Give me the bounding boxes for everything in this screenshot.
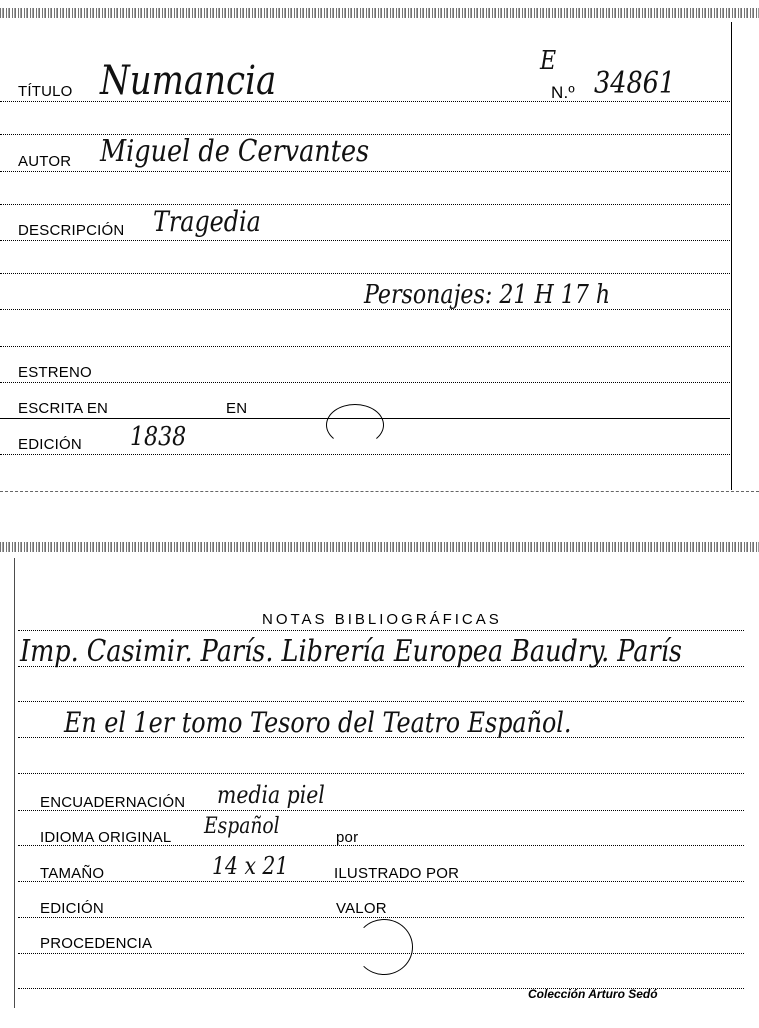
rule-line (0, 273, 730, 274)
stamp-circle-mark (355, 919, 413, 975)
rule-line (0, 204, 730, 205)
idioma-value: Español (204, 814, 280, 839)
rule-line (18, 773, 744, 774)
autor-label: AUTOR (18, 153, 72, 170)
note-line-2: En el 1er tomo Tesoro del Teatro Español. (64, 706, 572, 739)
descripcion-label: DESCRIPCIÓN (18, 222, 125, 239)
tamano-label: TAMAÑO (40, 865, 105, 882)
rule-line (0, 171, 730, 172)
edicion-label: EDICIÓN (40, 900, 104, 917)
descripcion-value: Tragedia (153, 205, 261, 238)
card-top-edge (0, 8, 759, 18)
collection-credit: Colección Arturo Sedó (528, 987, 658, 1001)
rule-line (18, 917, 744, 918)
estreno-label: ESTRENO (18, 364, 92, 381)
edicion-label: EDICIÓN (18, 436, 82, 453)
catalog-card-front (0, 0, 759, 495)
procedencia-label: PROCEDENCIA (40, 935, 153, 952)
personajes-note: Personajes: 21 H 17 h (364, 280, 611, 310)
rule-line (18, 630, 744, 631)
encuadernacion-label: ENCUADERNACIÓN (40, 794, 186, 811)
note-line-1: Imp. Casimir. París. Librería Europea Baudry. París (20, 634, 682, 669)
encuadernacion-value: media piel (217, 781, 325, 809)
stamp-circle-mark (326, 404, 384, 446)
por-label: por (336, 829, 359, 846)
rule-line (0, 240, 730, 241)
rule-line (18, 701, 744, 702)
escrita-label: ESCRITA EN (18, 400, 109, 417)
card-bottom-edge (0, 491, 759, 492)
rule-line (0, 454, 730, 455)
numero-mark: E (540, 46, 557, 76)
idioma-label: IDIOMA ORIGINAL (40, 829, 172, 846)
card-top-edge (0, 542, 759, 552)
notas-title: NOTAS BIBLIOGRÁFICAS (262, 611, 502, 628)
en-label: EN (226, 400, 248, 417)
autor-value: Miguel de Cervantes (100, 134, 370, 169)
tamano-value: 14 x 21 (212, 852, 289, 880)
numero-value: 34861 (594, 66, 676, 101)
numero-label: N.º (551, 83, 575, 102)
card-left-border (14, 558, 15, 1008)
rule-line (0, 346, 730, 347)
edicion-value: 1838 (130, 422, 187, 452)
card-right-border (731, 22, 732, 490)
ilustrado-label: ILUSTRADO POR (334, 865, 460, 882)
rule-line (0, 382, 730, 383)
valor-label: VALOR (336, 900, 387, 917)
titulo-label: TÍTULO (18, 83, 73, 100)
titulo-value: Numancia (100, 58, 277, 104)
catalog-card-back (0, 538, 759, 1008)
